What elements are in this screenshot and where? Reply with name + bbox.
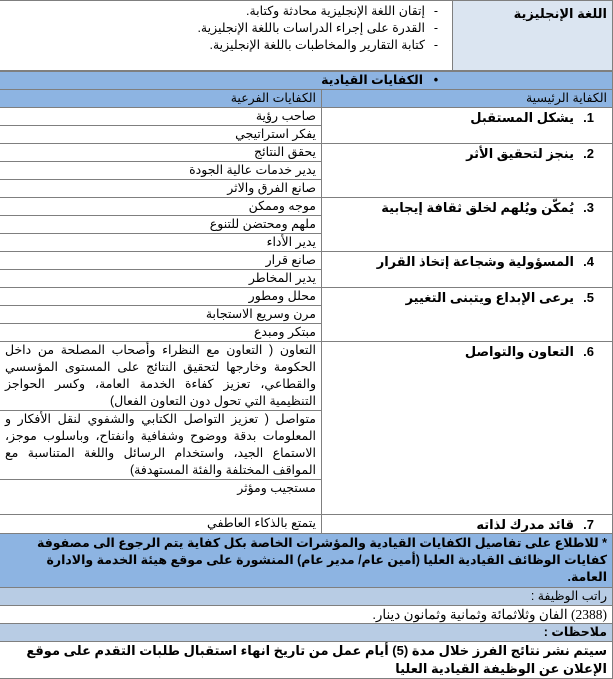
sub-competency: مرن وسريع الاستجابة [0, 306, 322, 324]
text-span: القدرة على إجراء الدراسات باللغة الإنجليزية. [197, 21, 425, 35]
language-item [5, 3, 447, 20]
dash-icon: - [433, 38, 439, 52]
sub-competency: موجه وممكن [0, 198, 322, 216]
notes-text: سيتم نشر نتائج الفرز خلال مدة (5) أيام عمل من تاريخ انهاء استقبال طلبات التقدم على موقع الإعلان عن الوظيفة القيادية العليا [0, 642, 613, 679]
sub-competency: يدير المخاطر [0, 270, 322, 288]
competency-title [322, 515, 613, 534]
language-items-cell [0, 1, 453, 71]
competency-number: 6. [583, 344, 594, 359]
sub-competency: يدير خدمات عالية الجودة [0, 162, 322, 180]
text-span: المسؤولية وشجاعة إتخاذ القرار [376, 254, 574, 269]
text-span: ينجز لتحقيق الأثر [466, 146, 574, 161]
notes-label: ملاحظات : [0, 624, 613, 642]
notes-body-row [0, 642, 613, 679]
competency-row [0, 342, 613, 411]
competency-number: 3. [583, 200, 594, 215]
competency-row [0, 515, 613, 534]
sub-competency: مبتكر ومبدع [0, 324, 322, 342]
sub-competency: صانع الفرق والاثر [0, 180, 322, 198]
salary-label: راتب الوظيفة : [0, 588, 613, 606]
competency-number: 5. [583, 290, 594, 305]
competency-number: 4. [583, 254, 594, 269]
salary-label-row [0, 588, 613, 606]
competency-row [0, 288, 613, 306]
salary-value-row [0, 606, 613, 624]
language-item [5, 20, 447, 37]
language-item [5, 37, 447, 54]
text-span: الكفايات القيادية [321, 73, 423, 87]
sub-competency: ملهم ومحتضن للتنوع [0, 216, 322, 234]
competency-title [322, 108, 613, 144]
competency-row [0, 108, 613, 126]
language-items [5, 1, 447, 54]
sub-competency: صانع قرار [0, 252, 322, 270]
section-header-row [0, 72, 613, 90]
sub-competency: صاحب رؤية [0, 108, 322, 126]
text-span: كتابة التقارير والمخاطبات باللغة الإنجليزية. [209, 38, 425, 52]
sub-competency: مستجيب ومؤثر [0, 480, 322, 515]
competency-title [322, 198, 613, 252]
text-span: التعاون والتواصل [464, 344, 574, 359]
text-span: يشكل المستقبل [470, 110, 574, 125]
salary-value: (2388) الفان وثلاثمائة وثمانية وثمانون دينار. [0, 606, 613, 624]
sub-competency: يحقق النتائج [0, 144, 322, 162]
notes-label-row [0, 624, 613, 642]
reference-note: * للاطلاع على تفاصيل الكفايات القيادية والمؤشرات الخاصة بكل كفاية يتم الرجوع الى مصفوفة كفايات الوظائف القيادية العليا (أمين عام/ مدير عام) المنشورة على موقع هيئة الخدمة والادارة العامة. [0, 534, 613, 588]
text-span: إتقان اللغة الإنجليزية محادثة وكتابة. [246, 4, 425, 18]
bullet-icon: • [433, 73, 439, 87]
text-span: يُمكّن ويُلهم لخلق ثقافة إيجابية [381, 200, 574, 215]
sub-competency: محلل ومطور [0, 288, 322, 306]
leadership-table [0, 71, 613, 679]
competency-row [0, 252, 613, 270]
col-header-main: الكفاية الرئيسية [322, 90, 613, 108]
language-table [0, 0, 613, 71]
competency-title [322, 342, 613, 515]
text-span: قائد مدرك لذاته [476, 517, 574, 532]
competency-number: 7. [583, 517, 594, 532]
competency-title [322, 288, 613, 342]
dash-icon: - [433, 21, 439, 35]
competency-number: 1. [583, 110, 594, 125]
dash-icon: - [433, 4, 439, 18]
competency-title [322, 252, 613, 288]
sub-competency: يفكر استراتيجي [0, 126, 322, 144]
competency-row [0, 198, 613, 216]
competency-title [322, 144, 613, 198]
language-row [0, 1, 613, 71]
col-header-sub: الكفايات الفرعية [0, 90, 322, 108]
section-title [0, 72, 613, 90]
column-header-row [0, 90, 613, 108]
competency-number: 2. [583, 146, 594, 161]
competency-row [0, 144, 613, 162]
sub-competency: يدير الأداء [0, 234, 322, 252]
text-span: يرعى الإبداع ويتبنى التغيير [405, 290, 574, 305]
sub-competency: متواصل ( تعزيز التواصل الكتابي والشفوي لنقل الأفكار و المعلومات بدقة ووضوح وشفافية وانفتاح، وباسلوب موجز، الاستماع الجيد، واستخدام الرسائل واللغة المتناسبة مع المواقف المختلفة والفئة المستهدفة) [0, 411, 322, 480]
sub-competency: يتمتع بالذكاء العاطفي [0, 515, 322, 534]
reference-note-row [0, 534, 613, 588]
language-label: اللغة الإنجليزية [453, 1, 613, 71]
sub-competency: التعاون ( التعاون مع النظراء وأصحاب المصلحة من داخل الحكومة وخارجها لتحقيق النتائج على المستوى المؤسسي والقطاعي، تعزيز كفاءة الخدمة العامة، وكسر الحواجز التنظيمية التي تحول دون التعاون الفعال) [0, 342, 322, 411]
